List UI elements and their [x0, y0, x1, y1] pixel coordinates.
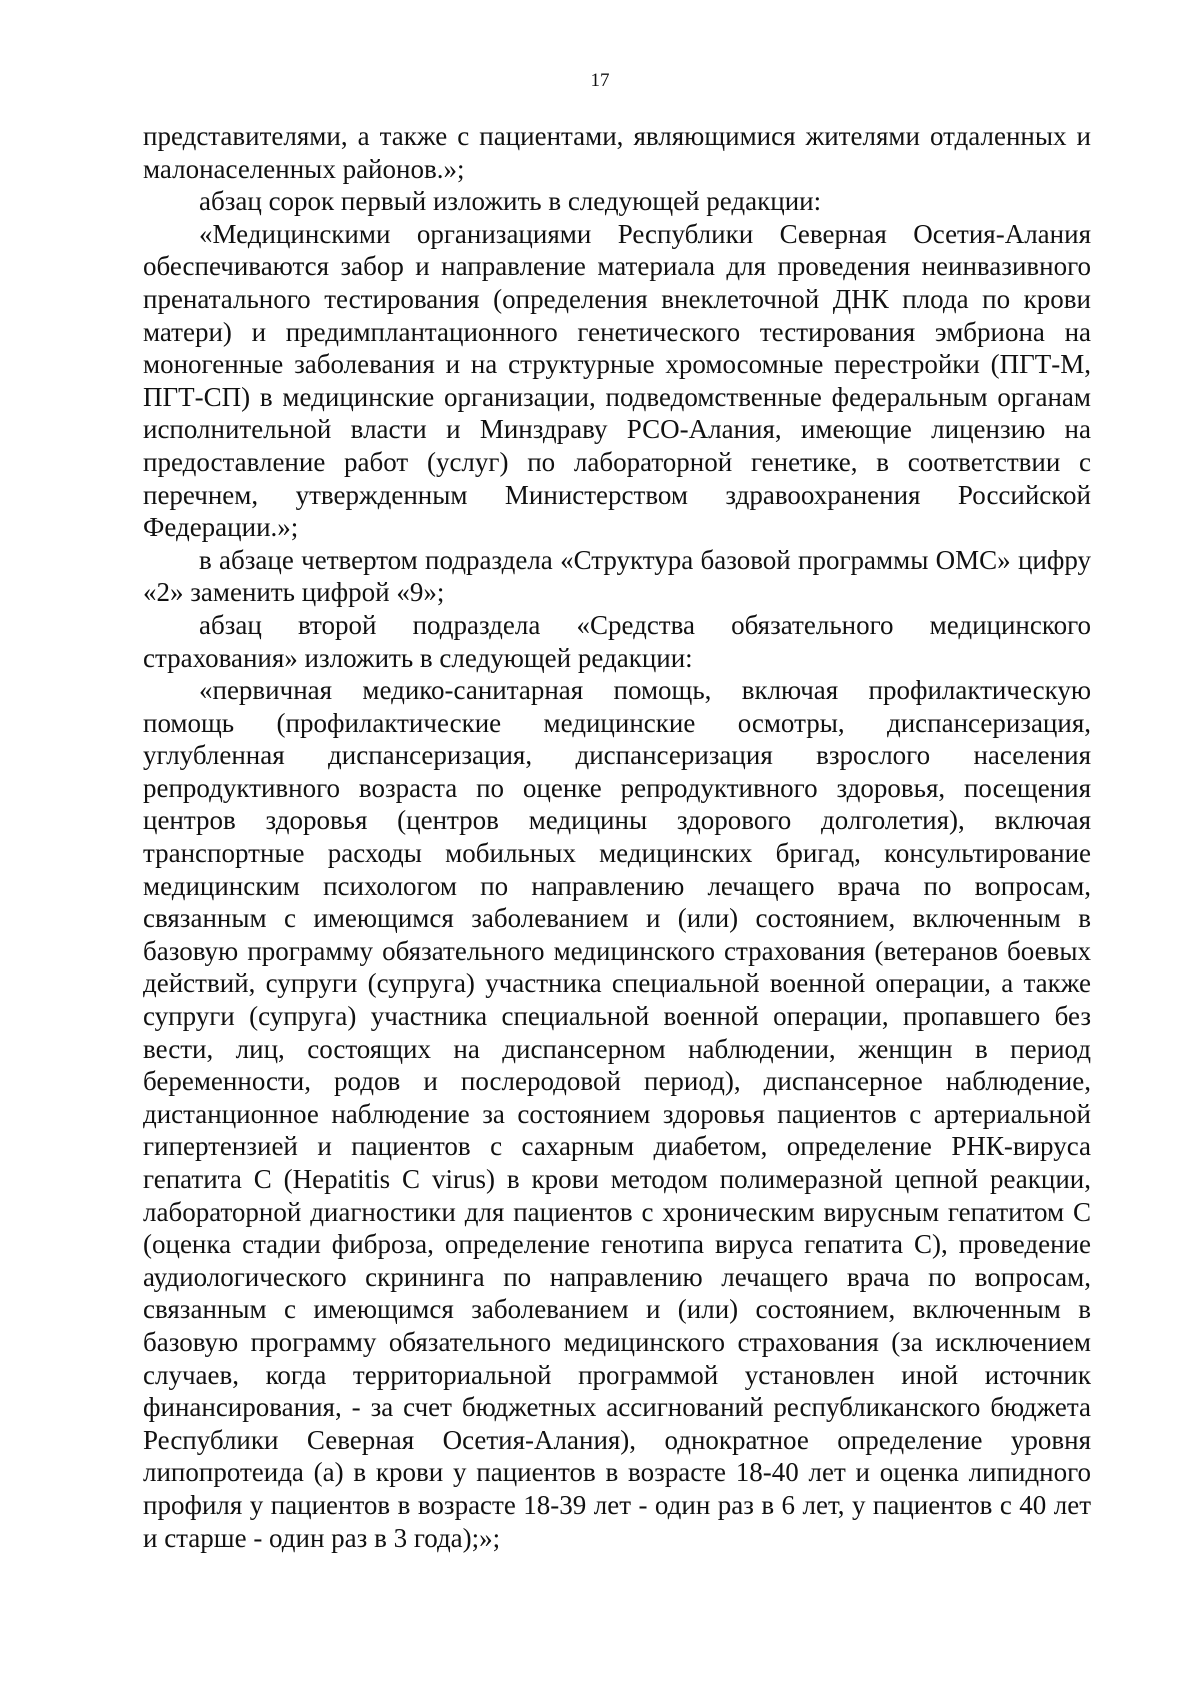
paragraph-quoted-medical-orgs: «Медицинскими организациями Республики Северная Осетия-Алания обеспечиваются забор и направление материала для проведения неинвазивного пренатального тестирования (определения внеклеточной ДНК плода по крови матери) и предимплантационного генетического тестирования эмбриона на моногенные заболевания и на структурные хромосомные перестройки (ПГТ-М, ПГТ-СП) в медицинские организации, подведомственные федеральным органам исполнительной власти и Минздраву РСО-Алания, имеющие лицензию на предоставление работ (услуг) по лабораторной генетике, в соответствии с перечнем, утвержденным Министерством здравоохранения Российской Федерации.»; — [143, 218, 1091, 543]
paragraph-amendment-structure: в абзаце четвертом подраздела «Структура базовой программы ОМС» цифру «2» заменить цифрой «9»; — [143, 544, 1091, 608]
paragraph-quoted-primary-care: «первичная медико-санитарная помощь, включая профилактическую помощь (профилактические медицинские осмотры, диспансеризация, углубленная диспансеризация, диспансеризация взрослого населения репродуктивного возраста по оценке репродуктивного здоровья, посещения центров здоровья (центров медицины здорового долголетия), включая транспортные расходы мобильных медицинских бригад, консультирование медицинским психологом по направлению лечащего врача по вопросам, связанным с имеющимся заболеванием и (или) состоянием, включенным в базовую программу обязательного медицинского страхования (ветеранов боевых действий, супруги (супруга) участника специальной военной операции, а также супруги (супруга) участника специальной военной операции, пропавшего без вести, лиц, состоящих на диспансерном наблюдении, женщин в период беременности, родов и послеродовой период), диспансерное наблюдение, дистанционное наблюдение за состоянием здоровья пациентов с артериальной гипертензией и пациентов с сахарным диабетом, определение РНК-вируса гепатита С (Hepatitis C virus) в крови методом полимеразной цепной реакции, лабораторной диагностики для пациентов с хроническим вирусным гепатитом С (оценка стадии фиброза, определение генотипа вируса гепатита С), проведение аудиологического скрининга по направлению лечащего врача по вопросам, связанным с имеющимся заболеванием и (или) состоянием, включенным в базовую программу обязательного медицинского страхования (за исключением случаев, когда территориальной программой установлен иной источник финансирования, - за счет бюджетных ассигнований республиканского бюджета Республики Северная Осетия-Алания), однократное определение уровня липопротеида (а) в крови у пациентов в возрасте 18-40 лет и оценка липидного профиля у пациентов в возрасте 18-39 лет - один раз в 6 лет, у пациентов с 40 лет и старше - один раз в 3 года);»; — [143, 675, 1091, 1553]
document-body — [143, 120, 1091, 1554]
page-number: 17 — [590, 70, 610, 91]
paragraph-amendment-funds: абзац второй подраздела «Средства обязательного медицинского страхования» изложить в следующей редакции: — [143, 609, 1091, 673]
paragraph-amendment-41: абзац сорок первый изложить в следующей редакции: — [199, 186, 822, 217]
paragraph-continuation: представителями, а также с пациентами, являющимися жителями отдаленных и малонаселенных районов.»; — [143, 121, 1091, 184]
